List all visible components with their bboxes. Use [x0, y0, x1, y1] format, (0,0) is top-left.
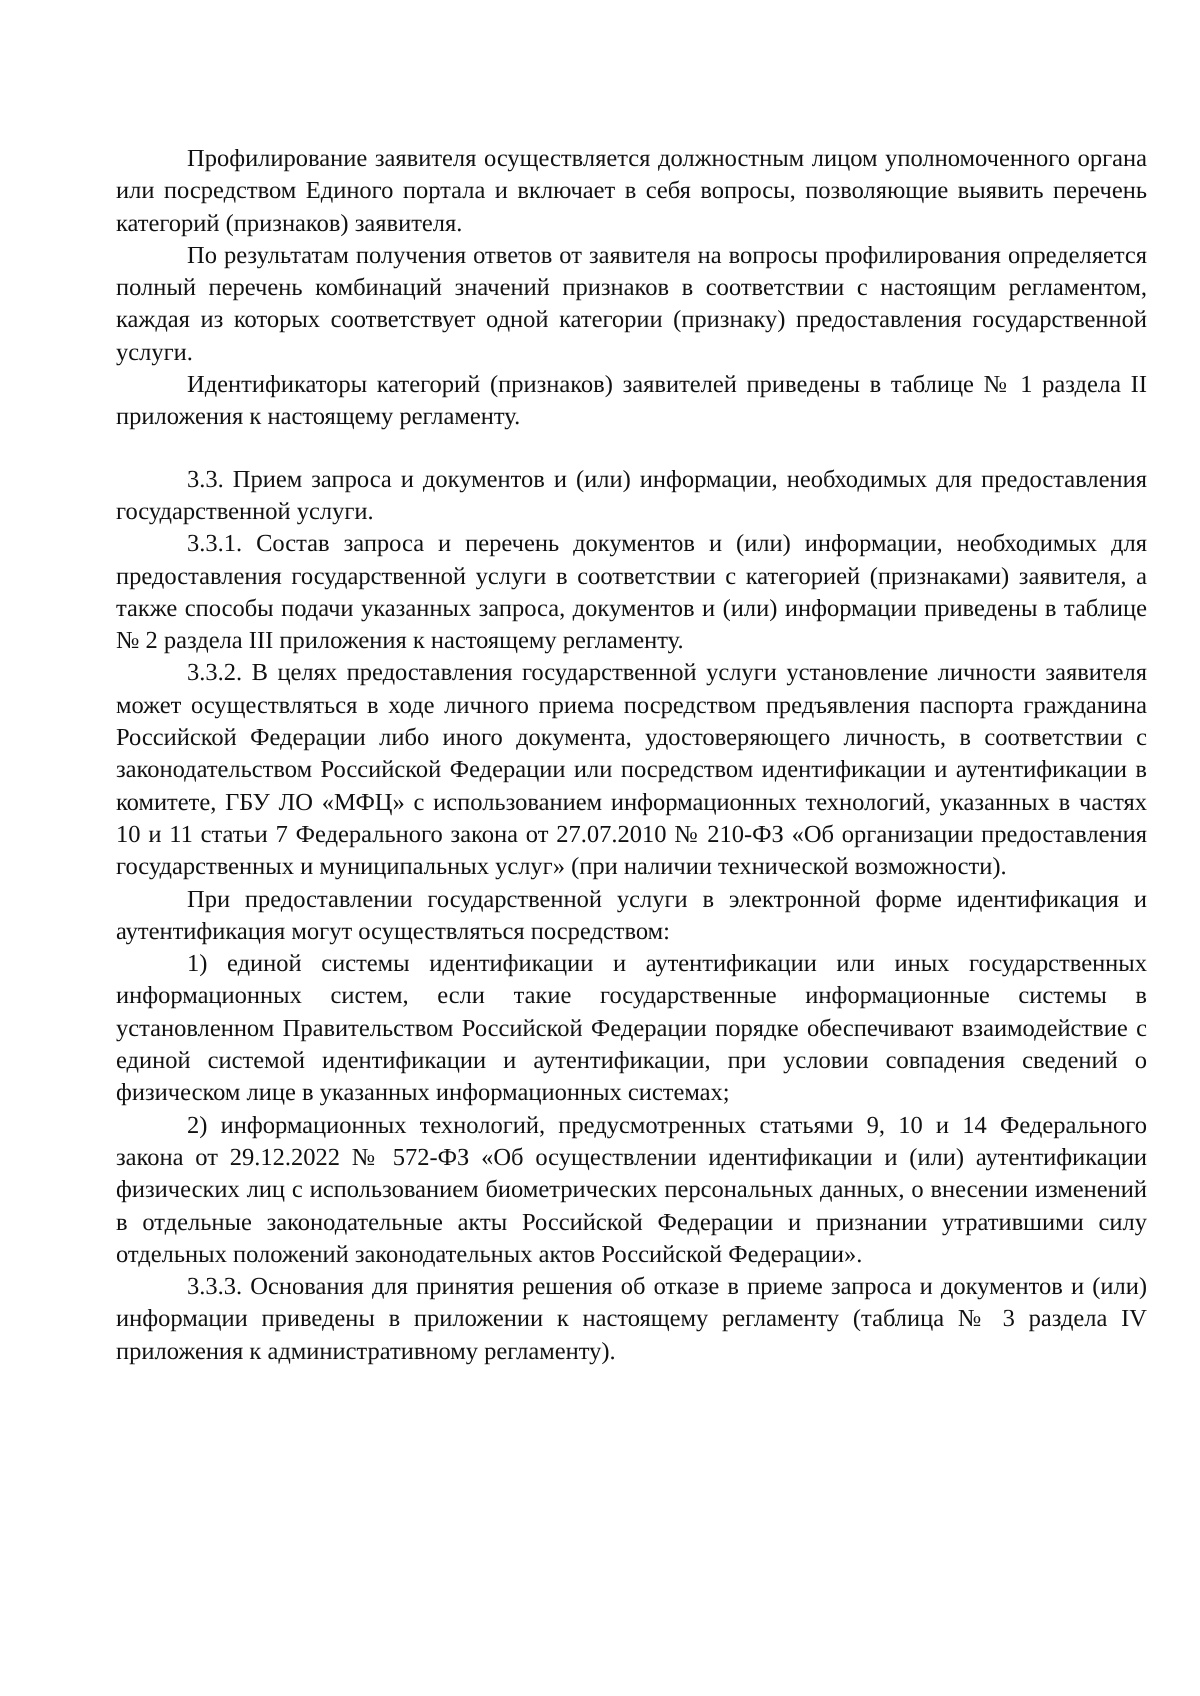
paragraph-3-3-3: 3.3.3. Основания для принятия решения об отказе в приеме запроса и документов и (или) информации приведены в приложении к настоящему регламенту (таблица № 3 раздела IV приложения к административному регламенту).	[116, 1273, 1147, 1365]
list-item-2: 2) информационных технологий, предусмотренных статьями 9, 10 и 14 Федерального закона от 29.12.2022 № 572-ФЗ «Об осуществлении идентификации и (или) аутентификации физических лиц с использованием биометрических персональных данных, о внесении изменений в отдельные законодательные акты Российской Федерации и признании утратившими силу отдельных положений законодательных актов Российской Федерации».	[116, 1111, 1147, 1268]
paragraph-3-3-2: 3.3.2. В целях предоставления государственной услуги установление личности заявителя может осуществляться в ходе личного приема посредством предъявления паспорта гражданина Российской Федерации либо иного документа, удостоверяющего личность, в соответствии с законодательством Российской Федерации или посредством идентификации и аутентификации в комитете, ГБУ ЛО «МФЦ» с использованием информационных технологий, указанных в частях 10 и 11 статьи 7 Федерального закона от 27.07.2010 № 210-ФЗ «Об организации предоставления государственных и муниципальных услуг» (при наличии технической возможности).	[116, 659, 1147, 881]
paragraph-profiling: Профилирование заявителя осуществляется должностным лицом уполномоченного органа или посредством Единого портала и включает в себя вопросы, позволяющие выявить перечень категорий (признаков) заявителя.	[116, 145, 1147, 237]
paragraph-category-identifiers: Идентификаторы категорий (признаков) заявителей приведены в таблице № 1 раздела II приложения к настоящему регламенту.	[116, 371, 1147, 431]
section-heading-3-3: 3.3. Прием запроса и документов и (или) информации, необходимых для предоставления государственной услуги.	[116, 465, 1147, 525]
list-item-1: 1) единой системы идентификации и аутентификации или иных государственных информационных систем, если такие государственные информационные системы в установленном Правительством Российской Федерации порядке обеспечивают взаимодействие с единой системой идентификации и аутентификации, при условии совпадения сведений о физическом лице в указанных информационных системах;	[116, 950, 1147, 1107]
paragraph-electronic-identification: При предоставлении государственной услуги в электронной форме идентификация и аутентификация могут осуществляться посредством:	[116, 885, 1147, 945]
section-spacer	[116, 434, 1147, 464]
document-body	[116, 143, 1147, 1368]
paragraph-profiling-results: По результатам получения ответов от заявителя на вопросы профилирования определяется полный перечень комбинаций значений признаков в соответствии с настоящим регламентом, каждая из которых соответствует одной категории (признаку) предоставления государственной услуги.	[116, 241, 1147, 366]
paragraph-3-3-1: 3.3.1. Состав запроса и перечень документов и (или) информации, необходимых для предоставления государственной услуги в соответствии с категорией (признаками) заявителя, а также способы подачи указанных запроса, документов и (или) информации приведены в таблице № 2 раздела III приложения к настоящему регламенту.	[116, 530, 1147, 655]
